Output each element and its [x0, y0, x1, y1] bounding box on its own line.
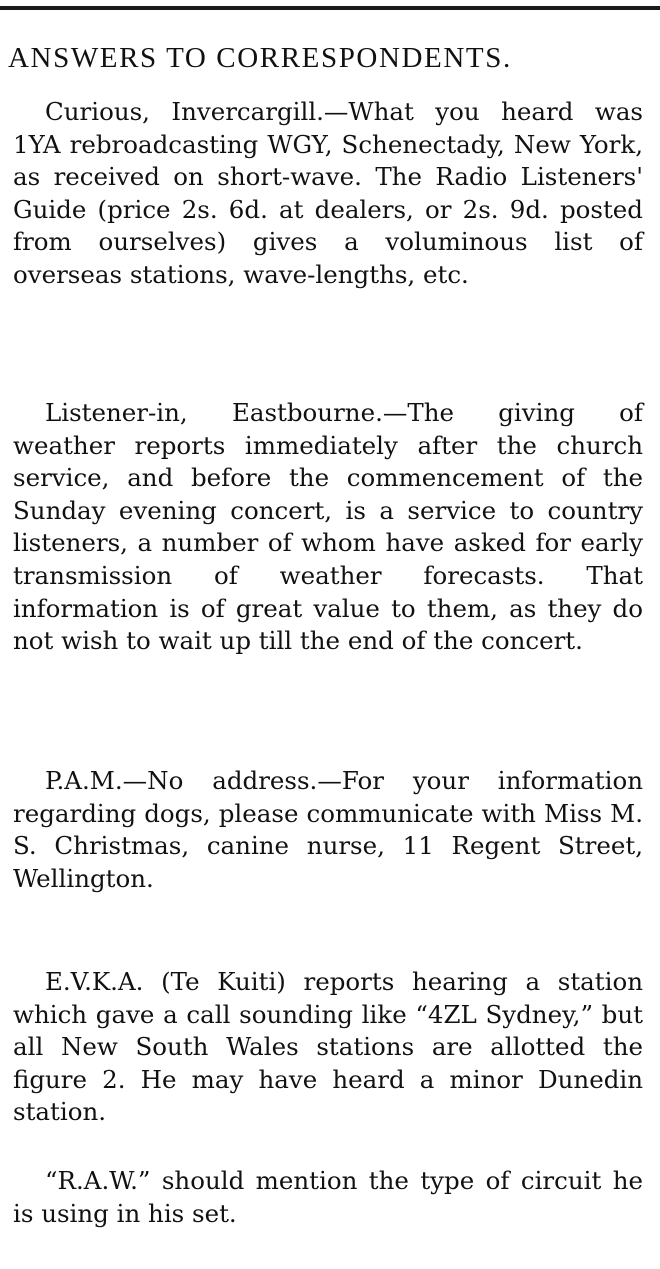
answer-pam-no-address: P.A.M.—No address.—For your information regarding dogs, please communicate with Miss M. S. Christmas, canine nurse, 11 Regent Street, Wellington. [13, 766, 643, 893]
answer-curious-invercargill: Curious, Invercargill.—What you heard was 1YA rebroadcasting WGY, Schenectady, New York, as received on short-wave. The Radio Listeners' Guide (price 2s. 6d. at dealers, or 2s. 9d. posted from ourselves) gives a voluminous list of overseas stations, wave-lengths, etc. [13, 97, 643, 289]
top-rule [0, 6, 660, 10]
answer-listener-in-eastbourne: Listener-in, Eastbourne.—The giving of weather reports immediately after the church service, and before the commencement of the Sunday evening concert, is a service to country listeners, a number of whom have asked for early transmission of weather forecasts. That information is of great value to them, as they do not wish to wait up till the end of the concert. [13, 398, 643, 656]
column-heading: ANSWERS TO CORRESPONDENTS. [8, 42, 512, 74]
answer-evka-te-kuiti: E.V.K.A. (Te Kuiti) reports hearing a station which gave a call sounding like “4ZL Sydney,” but all New South Wales stations are allotted the figure 2. He may have heard a minor Dunedin station. [13, 967, 643, 1127]
answer-raw: “R.A.W.” should mention the type of circuit he is using in his set. [13, 1166, 643, 1228]
